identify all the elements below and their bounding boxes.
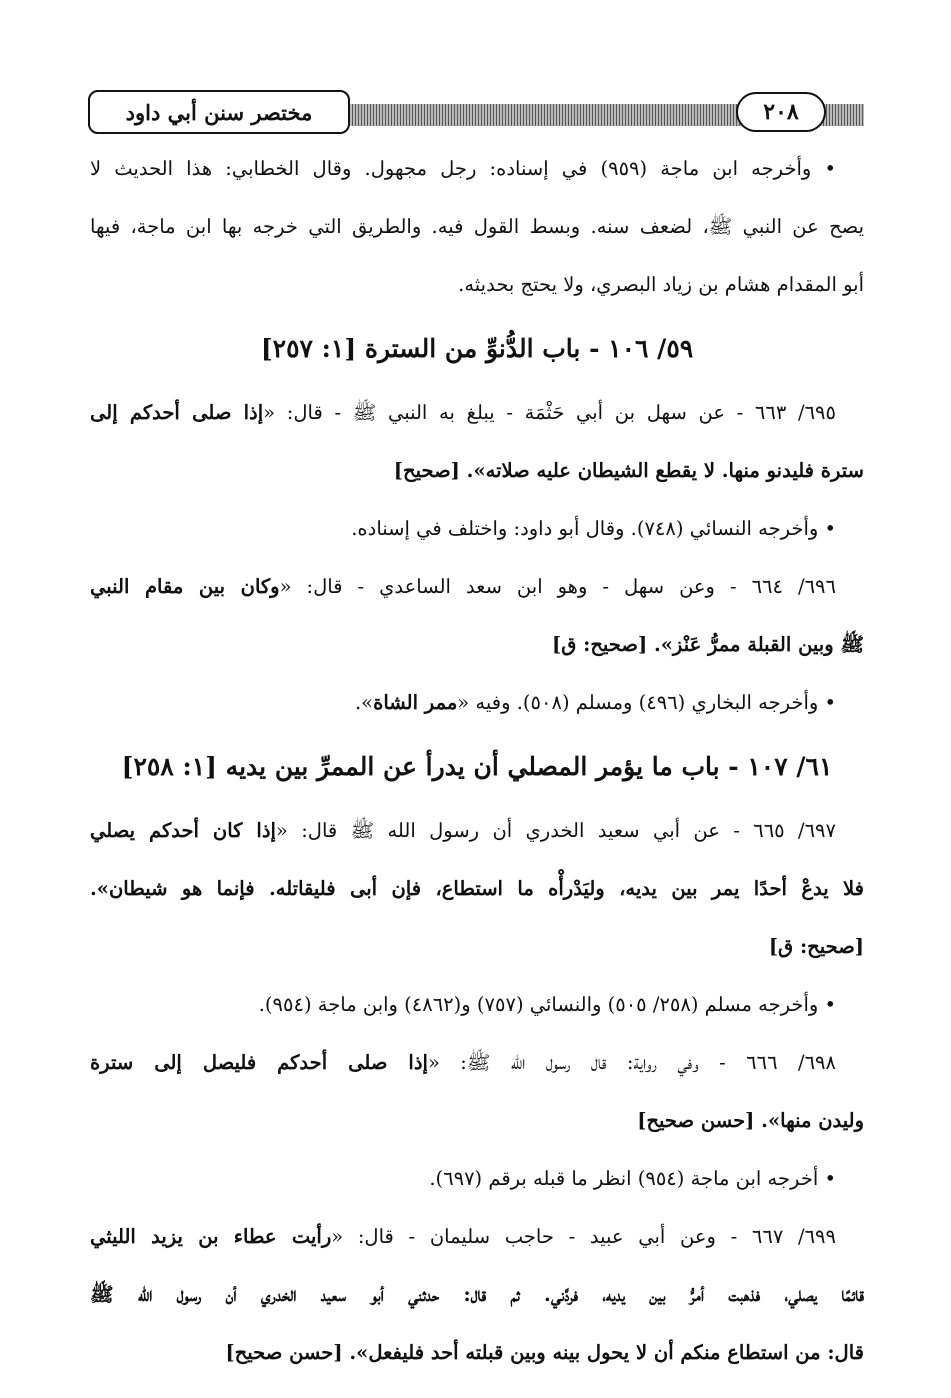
page-header bbox=[88, 90, 864, 138]
hadith-grade: [صحيح: ق] bbox=[768, 935, 864, 958]
takhrij-line: • وأخرجه النسائي (٧٤٨). وقال أبو داود: واختلف في إسناده. bbox=[351, 517, 836, 540]
hadith-intro: ٦٩٧/ ٦٦٥ - عن أبي سعيد الخدري أن رسول الله ﷺ قال: « bbox=[275, 819, 836, 842]
hadith-text: قائمًا يصلي، فذهبت أمرُّ بين يديه، فردَّني. ثم قال: حدثني أبو سعيد الخدري أن رسول الله ﷺ bbox=[90, 1283, 864, 1306]
hadith-line bbox=[90, 1208, 864, 1266]
chapter-heading: ٦١/ ١٠٧ - باب ما يؤمر المصلي أن يدرأ عن الممرِّ بين يديه [١: ٢٥٨] bbox=[121, 752, 833, 781]
page-number: ٢٠٨ bbox=[736, 92, 826, 132]
hadith-text: إذا صلى أحدكم إلى bbox=[90, 401, 264, 424]
hadith-text: سترة فليدنو منها. لا يقطع الشيطان عليه صلاته». [صحيح] bbox=[393, 459, 864, 482]
text-line: أبو المقدام هشام بن زياد البصري، ولا يحتج بحديثه. bbox=[458, 273, 864, 296]
takhrij-line: • وأخرجه مسلم (٢٥٨/ ٥٠٥) والنسائي (٧٥٧) و(٤٨٦٢) وابن ماجة (٩٥٤). bbox=[258, 993, 836, 1016]
text-line: • وأخرجه ابن ماجة (٩٥٩) في إسناده: رجل مجهول. وقال الخطابي: هذا الحديث لا bbox=[90, 157, 836, 180]
hadith-line bbox=[90, 558, 864, 616]
hadith-line bbox=[90, 1324, 864, 1382]
hadith-line bbox=[90, 1092, 864, 1150]
hadith-text: إذا كان أحدكم يصلي bbox=[90, 819, 276, 842]
hadith-line bbox=[90, 860, 864, 918]
takhrij-text: ». bbox=[354, 691, 374, 714]
hadith-line bbox=[90, 616, 864, 674]
hadith-text: فلا يدعْ أحدًا يمر بين يديه، وليَدْرأْه ما استطاع، فإن أبى فليقاتله. فإنما هو شيطان». bbox=[90, 877, 864, 900]
hadith-line bbox=[90, 802, 864, 860]
hadith-line bbox=[90, 1034, 864, 1092]
hadith-line bbox=[90, 1266, 864, 1324]
text-line: يصح عن النبي ﷺ، لضعف سنه. وبسط القول فيه. والطريق التي خرجه بها ابن ماجة، فيها bbox=[90, 215, 864, 238]
book-title: مختصر سنن أبي داود bbox=[88, 90, 350, 134]
hadith-text: إذا صلى أحدكم فليصل إلى سترة bbox=[90, 1051, 428, 1074]
hadith-text: رأيت عطاء بن يزيد الليثي bbox=[90, 1225, 332, 1248]
takhrij-text: • وأخرجه البخاري (٤٩٦) ومسلم (٥٠٨). وفيه « bbox=[457, 691, 836, 714]
hadith-intro: ٦٩٩/ ٦٦٧ - وعن أبي عبيد - حاجب سليمان - قال: « bbox=[331, 1225, 836, 1248]
hadith-line bbox=[90, 442, 864, 500]
hadith-intro: ٦٩٥/ ٦٦٣ - عن سهل بن أبي حَثْمَة - يبلغ به النبي ﷺ - قال: « bbox=[263, 401, 836, 424]
hadith-line bbox=[90, 384, 864, 442]
takhrij-line bbox=[90, 674, 864, 732]
hadith-text: قال: من استطاع منكم أن لا يحول بينه وبين قبلته أحد فليفعل». [حسن صحيح] bbox=[225, 1341, 864, 1364]
hadith-text: وليدن منها». [حسن صحيح] bbox=[637, 1109, 864, 1132]
hadith-text: وكان بين مقام النبي bbox=[90, 575, 280, 598]
chapter-heading: ٥٩/ ١٠٦ - باب الدُّنوِّ من السترة [١: ٢٥٧] bbox=[260, 334, 694, 363]
takhrij-line: • أخرجه ابن ماجة (٩٥٤) انظر ما قبله برقم (٦٩٧). bbox=[429, 1167, 836, 1190]
hadith-line bbox=[90, 918, 864, 976]
hadith-intro: ٦٩٦/ ٦٦٤ - وعن سهل - وهو ابن سعد الساعدي - قال: « bbox=[279, 575, 836, 598]
takhrij-quote: ممر الشاة bbox=[373, 691, 458, 714]
hadith-text: ﷺ وبين القبلة ممرُّ عَنْز». [صحيح: ق] bbox=[551, 633, 864, 656]
page-body bbox=[90, 140, 864, 1382]
hadith-intro: ٦٩٨/ ٦٦٦ - وفي رواية: قال رسول الله ﷺ: « bbox=[427, 1051, 836, 1074]
